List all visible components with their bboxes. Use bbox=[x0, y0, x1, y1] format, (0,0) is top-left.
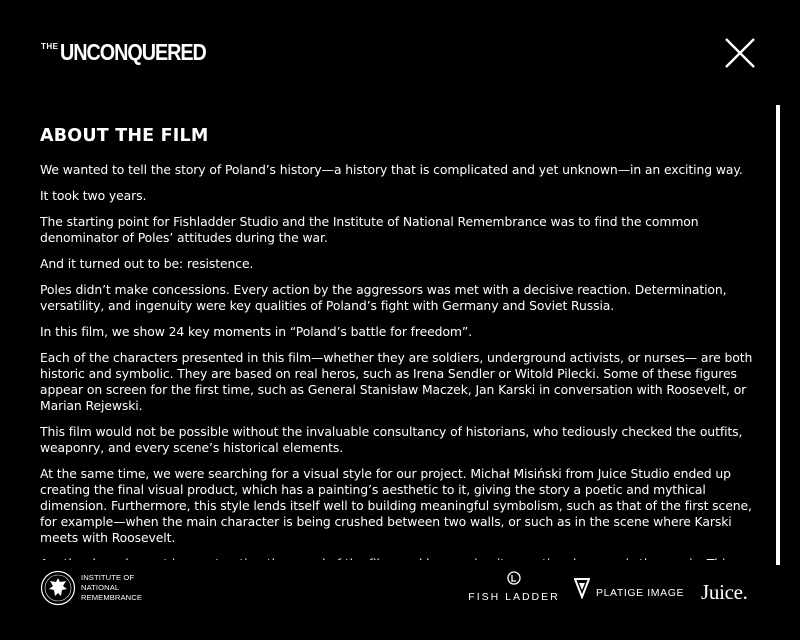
inr-text: INSTITUTE OF NATIONAL REMEMBRANCE bbox=[81, 573, 143, 602]
paragraph: In this film, we show 24 key moments in “Poland’s battle for freedom”. bbox=[40, 324, 473, 339]
platige-image-logo[interactable] bbox=[574, 577, 684, 599]
paragraph: And it turned out to be: resistence. bbox=[40, 256, 254, 271]
paragraph: The starting point for Fishladder Studio and the Institute of National Remembrance was to find the common denominator of Poles’ attitudes during the war. bbox=[40, 214, 699, 245]
fish-ladder-text: FISH LADDER bbox=[468, 591, 560, 603]
inr-eagle-icon bbox=[40, 570, 76, 606]
fish-ladder-logo[interactable] bbox=[467, 570, 561, 603]
the-unconquered-logo[interactable] bbox=[41, 39, 229, 65]
logo-the: THE bbox=[41, 42, 59, 51]
about-film-content[interactable] bbox=[40, 124, 760, 569]
paragraph: At the same time, we were searching for a visual style for our project. Michał Misiński from Juice Studio ended up creating the final visual product, which has a painting’s aesthetic to it, giving the story a poetic and mythical dimension. Furthermore, this style lends itself well to building meaningful symbolism, such as that of the first scene, for example—when the main character is being crushed between two walls, or such as in the scene where Karski meets with Roosevelt. bbox=[40, 466, 752, 545]
fish-ladder-icon bbox=[507, 571, 521, 585]
paragraph: This film would not be possible without the invaluable consultancy of historians, who tediously checked the outfits, weaponry, and every scene’s historical elements. bbox=[40, 424, 743, 455]
inr-logo[interactable] bbox=[40, 570, 142, 606]
close-button[interactable] bbox=[723, 36, 757, 70]
footer-partners bbox=[0, 560, 800, 640]
paragraph: We wanted to tell the story of Poland’s history—a history that is complicated and yet unknown—in an exciting way. bbox=[40, 162, 743, 177]
paragraph: Each of the characters presented in this film—whether they are soldiers, underground activists, or nurses— are both historic and symbolic. They are based on real heros, such as Irena Sendler or Witold Pilecki. Some of these figures appear on screen for the first time, such as General Stanisław Maczek, Jan Karski in conversation with Roosevelt, or Marian Rejewski. bbox=[40, 350, 753, 413]
logo-main: UNCONQUERED bbox=[59, 39, 206, 65]
scrollbar-thumb[interactable] bbox=[776, 105, 780, 565]
juice-logo[interactable]: Juice. bbox=[701, 580, 748, 604]
paragraph: Poles didn’t make concessions. Every action by the aggressors was met with a decisive reaction. Determination, versatility, and ingenuity were key qualities of Poland’s fight with Germany and Soviet Russia. bbox=[40, 282, 727, 313]
platige-icon bbox=[574, 577, 590, 599]
about-heading: ABOUT THE FILM bbox=[40, 126, 209, 146]
paragraph: It took two years. bbox=[40, 188, 147, 203]
close-icon bbox=[723, 36, 757, 70]
platige-text: PLATIGE IMAGE bbox=[596, 587, 685, 599]
